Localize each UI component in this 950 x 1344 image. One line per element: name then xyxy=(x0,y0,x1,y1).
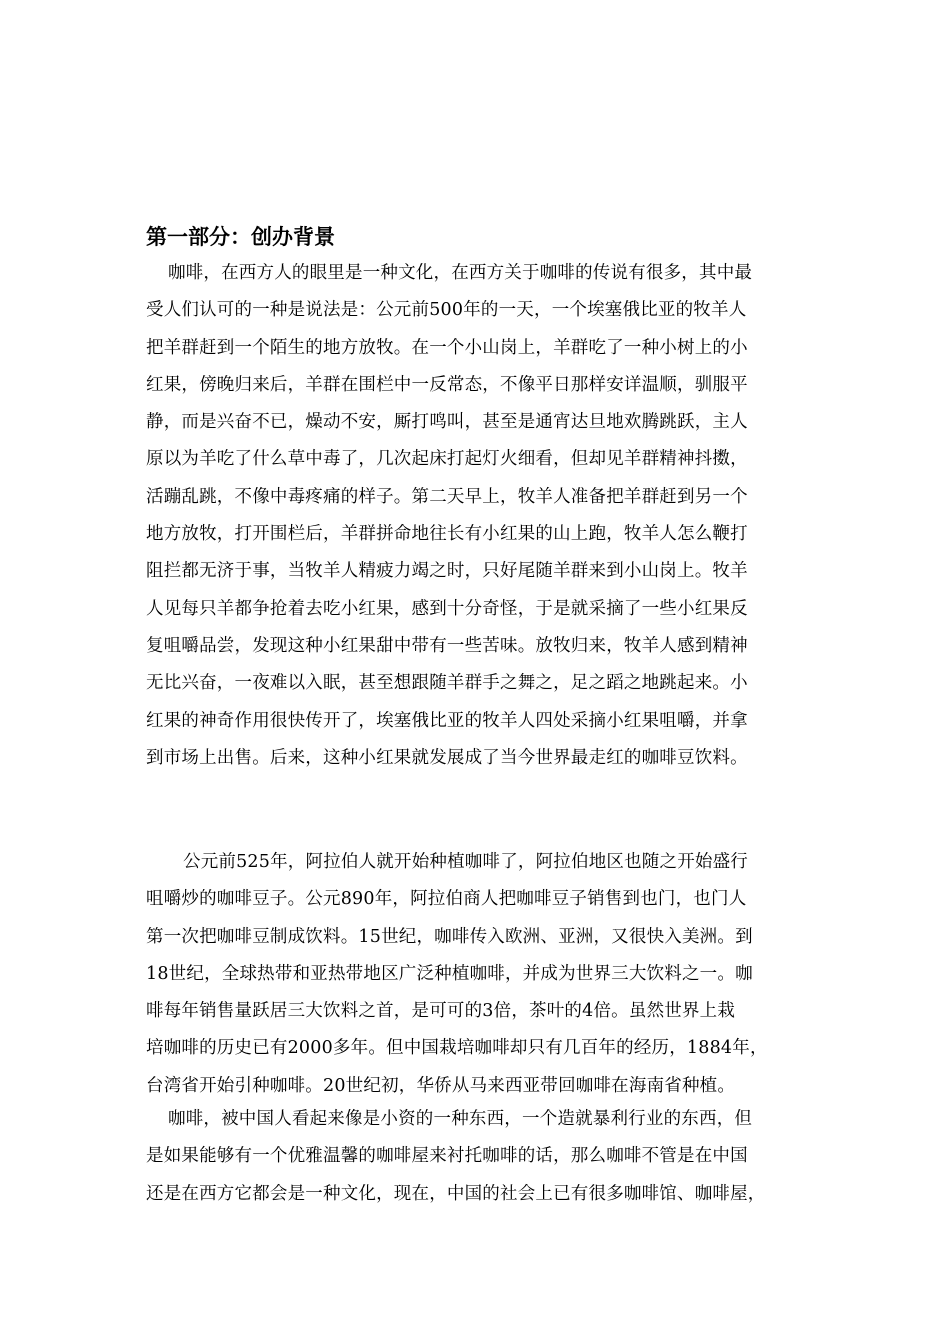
text-line: 台湾省开始引种咖啡。20世纪初，华侨从马来西亚带回咖啡在海南省种植。 xyxy=(146,1075,736,1096)
text-line: 红果的神奇作用很快传开了，埃塞俄比亚的牧羊人四处采摘小红果咀嚼，并拿 xyxy=(146,710,748,731)
text-line: 原以为羊吃了什么草中毒了，几次起床打起灯火细看，但却见羊群精神抖擞， xyxy=(146,449,748,470)
paragraph-coffee-culture xyxy=(146,1101,818,1213)
text-line: 咖啡，在西方人的眼里是一种文化，在西方关于咖啡的传说有很多，其中最 xyxy=(168,263,753,283)
text-line: 咀嚼炒的咖啡豆子。公元890年，阿拉伯商人把咖啡豆子销售到也门，也门人 xyxy=(146,889,747,910)
text-line: 无比兴奋，一夜难以入眠，甚至想跟随羊群手之舞之，足之蹈之地跳起来。小 xyxy=(146,673,748,694)
text-line: 活蹦乱跳，不像中毒疼痛的样子。第二天早上，牧羊人准备把羊群赶到另一个 xyxy=(146,486,748,507)
text-line: 复咀嚼品尝，发现这种小红果甜中带有一些苦味。放牧归来，牧羊人感到精神 xyxy=(146,635,748,656)
text-line: 人见每只羊都争抢着去吃小红果，感到十分奇怪，于是就采摘了一些小红果反 xyxy=(146,598,748,619)
text-line: 还是在西方它都会是一种文化，现在，中国的社会上已有很多咖啡馆、咖啡屋， xyxy=(146,1183,766,1204)
text-line: 受人们认可的一种是说法是：公元前500年的一天，一个埃塞俄比亚的牧羊人 xyxy=(146,300,747,321)
text-line: 咖啡，被中国人看起来像是小资的一种东西，一个造就暴利行业的东西，但 xyxy=(168,1109,753,1129)
paragraph-coffee-legend xyxy=(146,255,818,777)
text-line: 阻拦都无济于事，当牧羊人精疲力竭之时，只好尾随羊群来到小山岗上。牧羊 xyxy=(146,561,748,582)
text-line: 红果，傍晚归来后，羊群在围栏中一反常态，不像平日那样安详温顺，驯服平 xyxy=(146,374,748,395)
text-line: 啡每年销售量跃居三大饮料之首，是可可的3倍，茶叶的4倍。虽然世界上栽 xyxy=(146,1001,736,1022)
text-line: 培咖啡的历史已有2000多年。但中国栽培咖啡却只有几百年的经历，1884年， xyxy=(146,1038,768,1059)
paragraph-coffee-history xyxy=(146,844,818,1105)
text-line: 把羊群赶到一个陌生的地方放牧。在一个小山岗上，羊群吃了一种小树上的小 xyxy=(146,337,748,358)
text-line: 第一次把咖啡豆制成饮料。15世纪，咖啡传入欧洲、亚洲，又很快入美洲。到 xyxy=(146,926,753,947)
text-line: 到市场上出售。后来，这种小红果就发展成了当今世界最走红的咖啡豆饮料。 xyxy=(146,747,748,768)
text-line: 地方放牧，打开围栏后，羊群拼命地往长有小红果的山上跑，牧羊人怎么鞭打 xyxy=(146,524,748,545)
text-line: 静，而是兴奋不已，燥动不安，厮打鸣叫，甚至是通宵达旦地欢腾跳跃，主人 xyxy=(146,412,748,433)
section-title: 第一部分：创办背景 xyxy=(146,225,335,249)
text-line: 是如果能够有一个优雅温馨的咖啡屋来衬托咖啡的话，那么咖啡不管是在中国 xyxy=(146,1146,748,1167)
text-line: 公元前525年，阿拉伯人就开始种植咖啡了，阿拉伯地区也随之开始盛行 xyxy=(183,852,748,872)
text-line: 18世纪，全球热带和亚热带地区广泛种植咖啡，并成为世界三大饮料之一。咖 xyxy=(146,963,753,984)
